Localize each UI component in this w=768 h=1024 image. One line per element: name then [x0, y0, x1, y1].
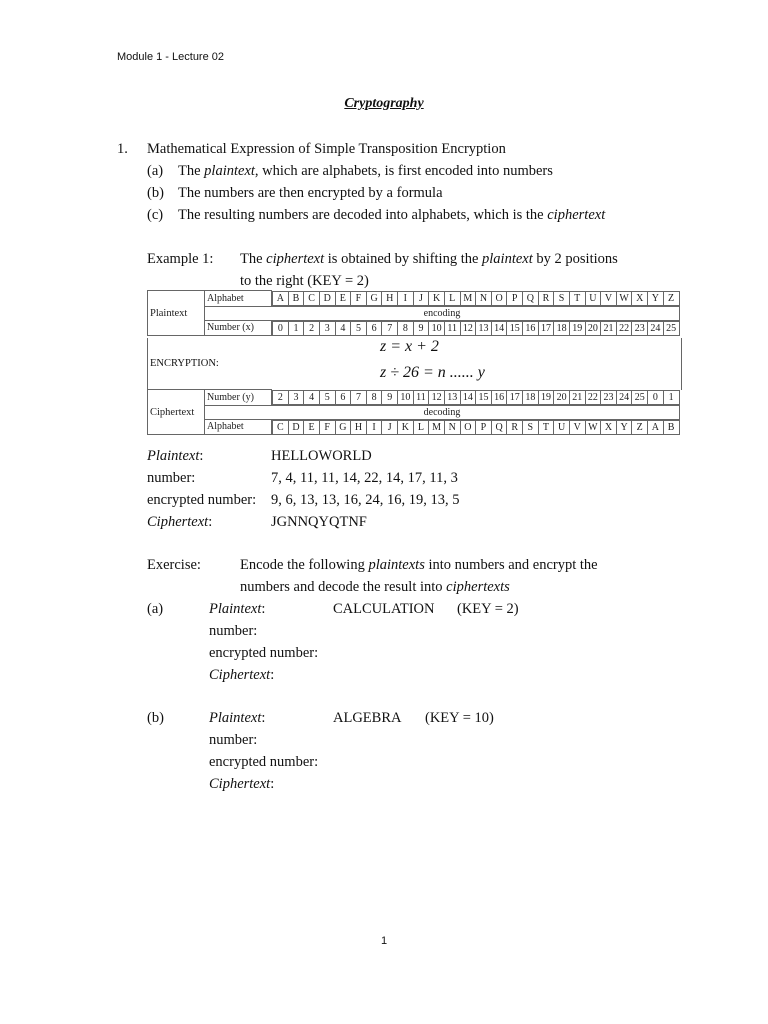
plain-number-cell: 17: [538, 321, 554, 335]
encoding-row: [148, 306, 680, 320]
plain-number-cell: 11: [444, 321, 460, 335]
worked-number-label: number:: [147, 470, 196, 486]
plain-alphabet-cell: E: [335, 291, 351, 305]
cipher-number-cell: 18: [523, 390, 539, 404]
cipher-alphabet-cell: G: [335, 420, 351, 434]
plain-number-cell: 0: [273, 321, 289, 335]
plain-number-cell: 10: [429, 321, 445, 335]
worked-ciphertext-label: Ciphertext:: [147, 514, 213, 530]
plain-number-cell: 12: [460, 321, 476, 335]
cipher-alphabet-cell: U: [554, 420, 570, 434]
plain-alphabet-cell: J: [413, 291, 429, 305]
formula-mod: z ÷ 26 = n ...... y: [380, 364, 485, 381]
cipher-number-cell: 14: [460, 390, 476, 404]
cipher-alphabet-cell: F: [319, 420, 335, 434]
exercise-line-1: Encode the following plaintexts into numbers and encrypt the: [240, 557, 598, 573]
section-item-b-label: (b): [147, 185, 164, 201]
plain-number-cell: 9: [413, 321, 429, 335]
cipher-alphabet-cells: [272, 419, 680, 435]
exercise-b-plaintext-label: Plaintext:: [209, 710, 266, 726]
plain-number-cell: 23: [632, 321, 648, 335]
cipher-alphabet-cell: D: [288, 420, 304, 434]
plain-alphabet-cell: K: [429, 291, 445, 305]
cipher-alphabet-cell: E: [304, 420, 320, 434]
cipher-number-cell: 10: [398, 390, 414, 404]
decoding-label: decoding: [205, 405, 680, 419]
worked-ciphertext-value: JGNNQYQTNF: [271, 514, 367, 530]
cipher-alphabet-cell: C: [273, 420, 289, 434]
worked-encrypted-value: 9, 6, 13, 13, 16, 24, 16, 19, 13, 5: [271, 492, 460, 508]
plain-alphabet-cell: P: [507, 291, 523, 305]
cipher-alphabet-cell: L: [413, 420, 429, 434]
cipher-alphabet-cell: K: [398, 420, 414, 434]
cipher-alphabet-cell: W: [585, 420, 601, 434]
cipher-number-cell: 2: [273, 390, 289, 404]
plain-number-cell: 7: [382, 321, 398, 335]
exercise-b-ciphertext-label: Ciphertext:: [209, 776, 275, 792]
plain-alphabet-cell: S: [554, 291, 570, 305]
cipher-table-plaintext: [147, 290, 680, 336]
number-y-label: Number (y): [205, 390, 272, 406]
cipher-alphabet-cell: B: [663, 420, 679, 434]
section-item-a-label: (a): [147, 163, 164, 179]
cipher-table-ciphertext: [147, 389, 680, 435]
cipher-alphabet-cell: Q: [491, 420, 507, 434]
plain-alphabet-cell: G: [366, 291, 382, 305]
plain-number-cell: 14: [491, 321, 507, 335]
plain-number-cell: 21: [601, 321, 617, 335]
cipher-number-cell: 23: [601, 390, 617, 404]
section-item-c-label: (c): [147, 207, 164, 223]
cipher-number-row: [148, 390, 680, 406]
cipher-number-cell: 20: [554, 390, 570, 404]
exercise-a-number-label: number:: [209, 623, 258, 639]
plain-alphabet-cell: T: [569, 291, 585, 305]
exercise-b-encrypted-label: encrypted number:: [209, 754, 319, 770]
cipher-number-cells: [272, 390, 680, 406]
formula-shift: z = x + 2: [380, 338, 439, 355]
plain-number-cells: [272, 320, 680, 336]
cipher-alphabet-cell: P: [476, 420, 492, 434]
plain-alphabet-cell: V: [601, 291, 617, 305]
plain-alphabet-cell: N: [476, 291, 492, 305]
plain-alphabet-cell: O: [491, 291, 507, 305]
exercise-b-number-label: number:: [209, 732, 258, 748]
worked-plaintext-value: HELLOWORLD: [271, 448, 372, 464]
example-line-2: to the right (KEY = 2): [240, 273, 369, 289]
section-heading: Mathematical Expression of Simple Transposition Encryption: [147, 141, 506, 157]
encryption-label: ENCRYPTION:: [150, 358, 219, 369]
cipher-alphabet-cell: V: [569, 420, 585, 434]
plain-alphabet-cell: Y: [648, 291, 664, 305]
plain-number-cell: 4: [335, 321, 351, 335]
plain-number-cell: 3: [319, 321, 335, 335]
number-x-label: Number (x): [205, 320, 272, 336]
plaintext-row-label: Plaintext: [148, 291, 205, 336]
page-number: 1: [380, 935, 388, 947]
cipher-alphabet-row: [148, 419, 680, 435]
cipher-number-cell: 1: [663, 390, 679, 404]
cipher-number-cell: 19: [538, 390, 554, 404]
plain-number-cell: 13: [476, 321, 492, 335]
plain-number-cell: 24: [648, 321, 664, 335]
plain-alphabet-cell: C: [304, 291, 320, 305]
plain-number-cell: 6: [366, 321, 382, 335]
plain-alphabet-cell: F: [351, 291, 367, 305]
section-number: 1.: [117, 141, 128, 157]
plain-number-cell: 19: [569, 321, 585, 335]
cipher-number-cell: 15: [476, 390, 492, 404]
encryption-block: [147, 338, 682, 390]
cipher-number-cell: 0: [648, 390, 664, 404]
cipher-number-cell: 5: [319, 390, 335, 404]
cipher-alphabet-cell: I: [366, 420, 382, 434]
plain-number-cell: 15: [507, 321, 523, 335]
plain-number-cell: 5: [351, 321, 367, 335]
cipher-number-cell: 3: [288, 390, 304, 404]
example-line-1: The ciphertext is obtained by shifting the plaintext by 2 positions: [240, 251, 618, 267]
worked-plaintext-label: Plaintext:: [147, 448, 204, 464]
exercise-line-2: numbers and decode the result into ciphertexts: [240, 579, 510, 595]
plain-alphabet-cell: D: [319, 291, 335, 305]
cipher-number-cell: 6: [335, 390, 351, 404]
plain-number-cell: 16: [523, 321, 539, 335]
plain-number-cell: 1: [288, 321, 304, 335]
exercise-label: Exercise:: [147, 557, 201, 573]
plain-alphabet-row: [148, 291, 680, 307]
exercise-a-encrypted-label: encrypted number:: [209, 645, 319, 661]
plain-alphabet-cell: L: [444, 291, 460, 305]
plain-number-cell: 20: [585, 321, 601, 335]
section-item-b-text: The numbers are then encrypted by a formula: [178, 185, 443, 201]
plain-alphabet-cell: A: [273, 291, 289, 305]
exercise-a-label: (a): [147, 601, 164, 617]
alphabet-label-bottom: Alphabet: [205, 419, 272, 435]
exercise-a-plaintext-label: Plaintext:: [209, 601, 266, 617]
plain-alphabet-cell: H: [382, 291, 398, 305]
section-item-c-text: The resulting numbers are decoded into alphabets, which is the ciphertext: [178, 207, 606, 223]
cipher-number-cell: 7: [351, 390, 367, 404]
cipher-number-cell: 8: [366, 390, 382, 404]
page-header: Module 1 - Lecture 02: [117, 51, 225, 63]
page-title: Cryptography: [344, 96, 424, 111]
plain-alphabet-cell: Q: [523, 291, 539, 305]
cipher-alphabet-cell: Y: [616, 420, 632, 434]
cipher-alphabet-cell: X: [601, 420, 617, 434]
exercise-a-plaintext-value: CALCULATION: [333, 601, 435, 617]
plain-alphabet-cell: X: [632, 291, 648, 305]
cipher-number-cell: 11: [413, 390, 429, 404]
plain-alphabet-cell: Z: [663, 291, 679, 305]
cipher-number-cell: 21: [569, 390, 585, 404]
plain-number-cell: 25: [663, 321, 679, 335]
plain-number-cell: 8: [398, 321, 414, 335]
exercise-a-ciphertext-label: Ciphertext:: [209, 667, 275, 683]
cipher-number-cell: 9: [382, 390, 398, 404]
plain-alphabet-cell: I: [398, 291, 414, 305]
cipher-alphabet-cell: R: [507, 420, 523, 434]
plain-alphabet-cell: U: [585, 291, 601, 305]
cipher-number-cell: 25: [632, 390, 648, 404]
worked-number-value: 7, 4, 11, 11, 14, 22, 14, 17, 11, 3: [271, 470, 458, 486]
cipher-alphabet-cell: N: [444, 420, 460, 434]
cipher-number-cell: 12: [429, 390, 445, 404]
cipher-alphabet-cell: Z: [632, 420, 648, 434]
cipher-alphabet-cell: J: [382, 420, 398, 434]
cipher-number-cell: 24: [616, 390, 632, 404]
cipher-alphabet-cell: S: [523, 420, 539, 434]
plain-number-cell: 22: [616, 321, 632, 335]
exercise-a-key: (KEY = 2): [457, 601, 519, 617]
cipher-alphabet-cell: O: [460, 420, 476, 434]
worked-encrypted-label: encrypted number:: [147, 492, 257, 508]
cipher-number-cell: 22: [585, 390, 601, 404]
plain-alphabet-cell: B: [288, 291, 304, 305]
cipher-alphabet-cell: A: [648, 420, 664, 434]
plain-number-cell: 2: [304, 321, 320, 335]
cipher-number-cell: 4: [304, 390, 320, 404]
cipher-number-cell: 13: [444, 390, 460, 404]
exercise-b-plaintext-value: ALGEBRA: [333, 710, 402, 726]
plain-number-cell: 18: [554, 321, 570, 335]
section-item-a-text: The plaintext, which are alphabets, is first encoded into numbers: [178, 163, 553, 179]
cipher-number-cell: 17: [507, 390, 523, 404]
cipher-number-cell: 16: [491, 390, 507, 404]
plain-number-row: [148, 320, 680, 336]
plain-alphabet-cell: R: [538, 291, 554, 305]
encoding-label: encoding: [205, 306, 680, 320]
cipher-alphabet-cell: M: [429, 420, 445, 434]
cipher-alphabet-cell: H: [351, 420, 367, 434]
ciphertext-row-label: Ciphertext: [148, 390, 205, 435]
example-label: Example 1:: [147, 251, 214, 267]
exercise-b-label: (b): [147, 710, 164, 726]
plain-alphabet-cells: [272, 291, 680, 307]
exercise-b-key: (KEY = 10): [425, 710, 494, 726]
alphabet-label: Alphabet: [205, 291, 272, 307]
plain-alphabet-cell: M: [460, 291, 476, 305]
cipher-alphabet-cell: T: [538, 420, 554, 434]
decoding-row: [148, 405, 680, 419]
plain-alphabet-cell: W: [616, 291, 632, 305]
